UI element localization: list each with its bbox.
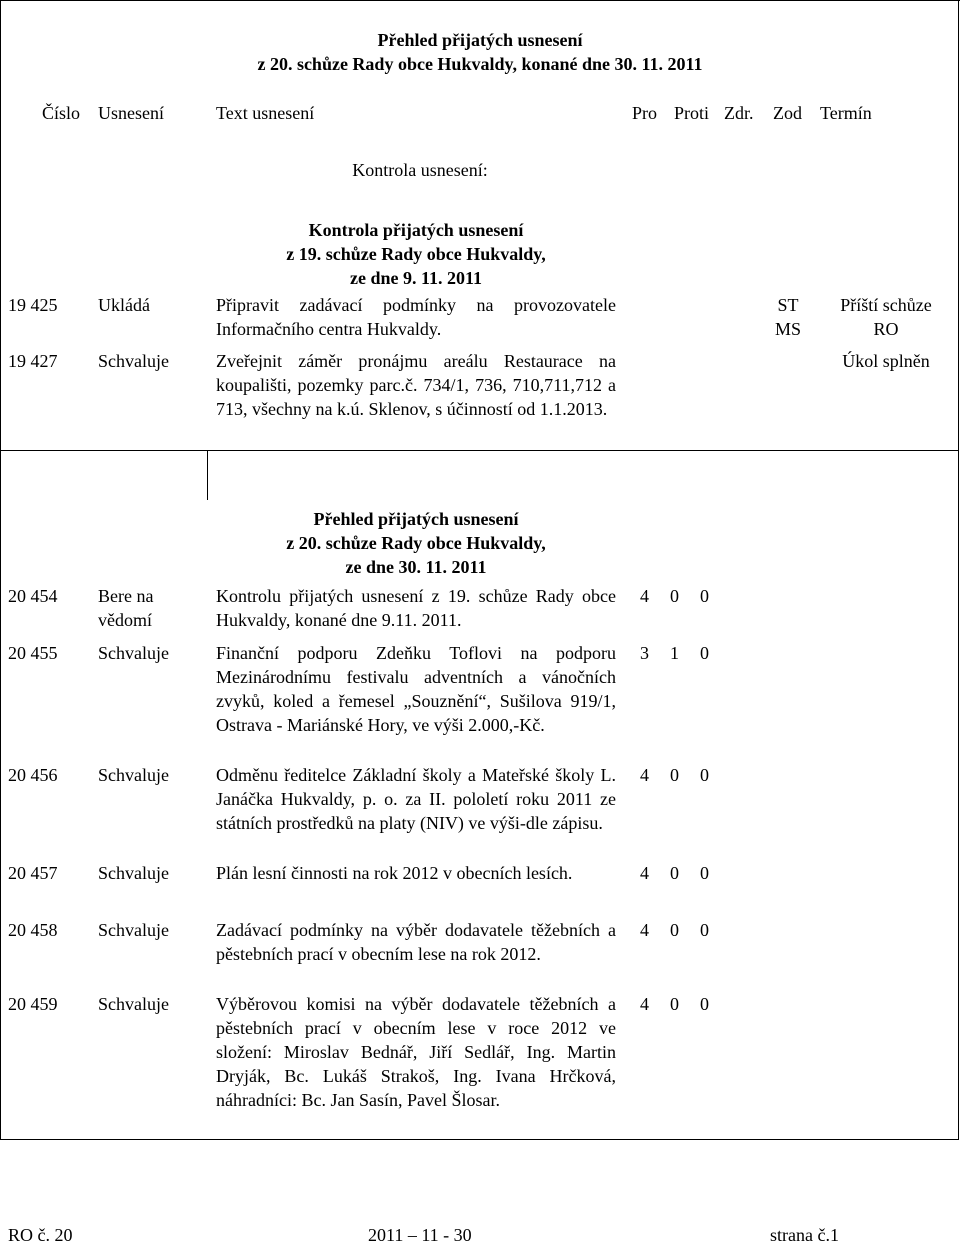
header-zod: Zod — [773, 103, 802, 123]
table-border-bottom — [0, 1139, 959, 1140]
row-text: Odměnu ředitelce Základní školy a Mateřské školy L. Janáčka Hukvaldy, p. o. za II. pololetí roku 2011 ze státních prostředků na platy (NIV) ve výši-dle zápisu. — [216, 765, 616, 833]
vote-zdr: 0 — [700, 994, 709, 1014]
row-cislo: 19 425 — [8, 295, 58, 315]
section2-heading-line: ze dne 30. 11. 2011 — [345, 557, 487, 577]
row-cislo: 20 459 — [8, 994, 58, 1014]
vote-zdr: 0 — [700, 643, 709, 663]
footer-left: RO č. 20 — [8, 1225, 73, 1245]
row-usneseni: Schvaluje — [98, 643, 169, 663]
row-cislo: 20 457 — [8, 863, 58, 883]
header-usneseni: Usnesení — [98, 103, 164, 123]
row-cislo: 20 458 — [8, 920, 58, 940]
row-usneseni: Schvaluje — [98, 863, 169, 883]
title-line-1: Přehled přijatých usnesení — [377, 30, 583, 50]
vote-proti: 1 — [670, 643, 679, 663]
footer-center: 2011 – 11 - 30 — [368, 1225, 472, 1245]
row-votes — [640, 641, 730, 665]
vote-proti: 0 — [670, 765, 679, 785]
row-votes — [640, 584, 730, 608]
section-divider — [0, 450, 959, 451]
vote-pro: 4 — [640, 586, 649, 606]
vote-pro: 4 — [640, 994, 649, 1014]
row-termin — [816, 349, 956, 373]
page-title — [0, 28, 960, 76]
header-zdr: Zdr. — [724, 103, 754, 123]
row-votes — [640, 763, 730, 787]
vote-pro: 4 — [640, 765, 649, 785]
column-divider — [207, 450, 208, 500]
footer-right: strana č.1 — [770, 1225, 839, 1245]
termin-line: Příští schůze — [840, 295, 932, 315]
row-usneseni: Ukládá — [98, 295, 150, 315]
row-cislo: 19 427 — [8, 351, 58, 371]
header-termin: Termín — [820, 103, 872, 123]
row-text: Připravit zadávací podmínky na provozovatele Informačního centra Hukvaldy. — [216, 295, 616, 339]
row-cislo: 20 454 — [8, 586, 58, 606]
vote-pro: 4 — [640, 920, 649, 940]
vote-proti: 0 — [670, 586, 679, 606]
row-text: Výběrovou komisi na výběr dodavatele těžebních a pěstebních prací v obecním lese v roce 2012 ve složení: Miroslav Bednář, Jiří Sedlář, Ing. Martin Dryják, Bc. Lukáš Strakoš, Ing. Ivana Hrčková, náhradníci: Bc. Jan Sasín, Pavel Šlosar. — [216, 994, 616, 1110]
section2-heading-line: z 20. schůze Rady obce Hukvaldy, — [286, 533, 546, 553]
header-text: Text usnesení — [216, 103, 315, 123]
section1-heading — [216, 218, 616, 290]
vote-pro: 3 — [640, 643, 649, 663]
row-usneseni: Schvaluje — [98, 351, 169, 371]
vote-zdr: 0 — [700, 863, 709, 883]
row-termin — [816, 293, 956, 341]
section2-heading-line: Přehled přijatých usnesení — [313, 509, 519, 529]
row-text: Kontrolu přijatých usnesení z 19. schůze Rady obce Hukvaldy, konané dne 9.11. 2011. — [216, 586, 616, 630]
row-text: Zadávací podmínky na výběr dodavatele těžebních a pěstebních prací v obecním lese na rok 2012. — [216, 920, 616, 964]
table-border-top — [0, 0, 960, 1]
section1-heading-line: Kontrola přijatých usnesení — [308, 220, 524, 240]
header-proti: Proti — [674, 103, 710, 123]
row-text: Plán lesní činnosti na rok 2012 v obecních lesích. — [216, 863, 573, 883]
table-border-right — [958, 0, 959, 1140]
vote-proti: 0 — [670, 920, 679, 940]
row-usneseni: Bere na vědomí — [98, 586, 154, 630]
row-cislo: 20 456 — [8, 765, 58, 785]
section1-heading-line: ze dne 9. 11. 2011 — [349, 268, 482, 288]
vote-zdr: 0 — [700, 586, 709, 606]
row-votes — [640, 918, 730, 942]
vote-zdr: 0 — [700, 920, 709, 940]
zod-line: ST — [777, 295, 799, 315]
section1-heading-line: z 19. schůze Rady obce Hukvaldy, — [286, 244, 546, 264]
row-usneseni: Schvaluje — [98, 994, 169, 1014]
kontrola-label: Kontrola usnesení: — [352, 160, 488, 180]
title-line-2: z 20. schůze Rady obce Hukvaldy, konané dne 30. 11. 2011 — [257, 54, 703, 74]
vote-proti: 0 — [670, 994, 679, 1014]
row-text: Finanční podporu Zdeňku Toflovi na podporu Mezinárodnímu festivalu adventních a vánočních zvyků, koled a řemesel „Souznění“, Sušilova 919/1, Ostrava - Mariánské Hory, ve výši 2.000,-Kč. — [216, 643, 616, 735]
row-text: Zveřejnit záměr pronájmu areálu Restaurace na koupališti, pozemky parc.č. 734/1, 736, 710,711,712 a 713, všechny na k.ú. Sklenov, s účinností od 1.1.2013. — [216, 351, 616, 419]
header-pro: Pro — [632, 103, 658, 123]
row-votes — [640, 992, 730, 1016]
row-usneseni: Schvaluje — [98, 765, 169, 785]
termin-line: Úkol splněn — [842, 351, 930, 371]
header-cislo: Číslo — [42, 103, 81, 123]
vote-pro: 4 — [640, 863, 649, 883]
row-cislo: 20 455 — [8, 643, 58, 663]
vote-proti: 0 — [670, 863, 679, 883]
row-votes — [640, 861, 730, 885]
row-usneseni: Schvaluje — [98, 920, 169, 940]
section2-heading — [216, 507, 616, 579]
zod-line: MS — [774, 319, 801, 339]
vote-zdr: 0 — [700, 765, 709, 785]
row-zod — [760, 293, 816, 341]
termin-line: RO — [873, 319, 899, 339]
